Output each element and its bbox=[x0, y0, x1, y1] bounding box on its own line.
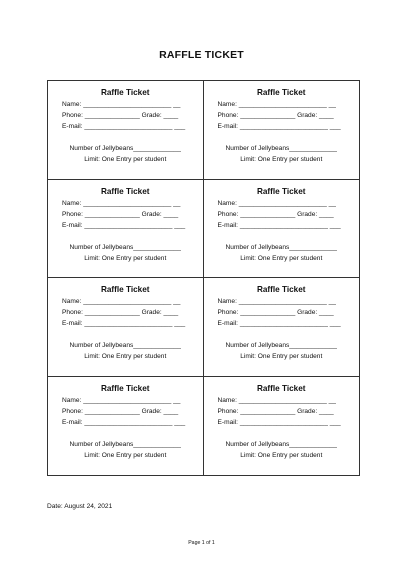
limit-line: Limit: One Entry per student bbox=[84, 156, 167, 163]
email-line: E-mail: ________________________ ___ bbox=[62, 123, 186, 130]
ticket-title: Raffle Ticket bbox=[256, 186, 306, 196]
email-line: E-mail: ________________________ ___ bbox=[217, 123, 341, 130]
phone-grade-line: Phone: _______________ Grade: ____ bbox=[62, 210, 179, 218]
email-line: E-mail: ________________________ ___ bbox=[62, 320, 186, 327]
email-line: E-mail: ________________________ ___ bbox=[217, 418, 341, 426]
limit-line: Limit: One Entry per student bbox=[240, 156, 323, 163]
limit-line: Limit: One Entry per student bbox=[240, 451, 323, 459]
jellybeans-line: Number of Jellybeans_____________ bbox=[69, 243, 181, 251]
raffle-ticket bbox=[48, 377, 204, 476]
ticket-title: Raffle Ticket bbox=[256, 88, 306, 97]
raffle-ticket bbox=[204, 377, 360, 476]
name-line: Name: ________________________ __ bbox=[62, 396, 181, 404]
name-line: Name: ________________________ __ bbox=[62, 298, 181, 305]
phone-grade-line: Phone: _______________ Grade: ____ bbox=[217, 407, 334, 415]
ticket-title: Raffle Ticket bbox=[100, 285, 150, 294]
name-line: Name: ________________________ __ bbox=[62, 101, 181, 108]
ticket-title: Raffle Ticket bbox=[256, 383, 306, 393]
phone-grade-line: Phone: _______________ Grade: ____ bbox=[62, 112, 179, 119]
page-title: RAFFLE TICKET bbox=[159, 49, 244, 61]
document-date: Date: August 24, 2021 bbox=[47, 503, 113, 510]
email-line: E-mail: ________________________ ___ bbox=[62, 221, 186, 229]
phone-grade-line: Phone: _______________ Grade: ____ bbox=[217, 112, 334, 119]
ticket-title: Raffle Ticket bbox=[100, 383, 150, 393]
jellybeans-line: Number of Jellybeans_____________ bbox=[69, 342, 181, 349]
email-line: E-mail: ________________________ ___ bbox=[62, 418, 186, 426]
name-line: Name: ________________________ __ bbox=[217, 396, 336, 404]
raffle-ticket bbox=[48, 180, 204, 279]
name-line: Name: ________________________ __ bbox=[62, 199, 181, 207]
limit-line: Limit: One Entry per student bbox=[240, 353, 323, 360]
raffle-ticket bbox=[48, 278, 204, 377]
jellybeans-line: Number of Jellybeans_____________ bbox=[225, 145, 337, 152]
limit-line: Limit: One Entry per student bbox=[84, 353, 167, 360]
jellybeans-line: Number of Jellybeans_____________ bbox=[225, 440, 337, 448]
jellybeans-line: Number of Jellybeans_____________ bbox=[69, 440, 181, 448]
ticket-grid bbox=[47, 80, 360, 476]
ticket-title: Raffle Ticket bbox=[100, 186, 150, 196]
limit-line: Limit: One Entry per student bbox=[84, 254, 167, 262]
name-line: Name: ________________________ __ bbox=[217, 298, 336, 305]
ticket-title: Raffle Ticket bbox=[256, 285, 306, 294]
raffle-ticket bbox=[204, 180, 360, 279]
jellybeans-line: Number of Jellybeans_____________ bbox=[69, 145, 181, 152]
name-line: Name: ________________________ __ bbox=[217, 101, 336, 108]
jellybeans-line: Number of Jellybeans_____________ bbox=[225, 342, 337, 349]
email-line: E-mail: ________________________ ___ bbox=[217, 320, 341, 327]
limit-line: Limit: One Entry per student bbox=[84, 451, 167, 459]
email-line: E-mail: ________________________ ___ bbox=[217, 221, 341, 229]
phone-grade-line: Phone: _______________ Grade: ____ bbox=[62, 407, 179, 415]
jellybeans-line: Number of Jellybeans_____________ bbox=[225, 243, 337, 251]
phone-grade-line: Phone: _______________ Grade: ____ bbox=[62, 309, 179, 316]
ticket-title: Raffle Ticket bbox=[100, 88, 150, 97]
limit-line: Limit: One Entry per student bbox=[240, 254, 323, 262]
phone-grade-line: Phone: _______________ Grade: ____ bbox=[217, 309, 334, 316]
raffle-ticket bbox=[48, 81, 204, 180]
phone-grade-line: Phone: _______________ Grade: ____ bbox=[217, 210, 334, 218]
raffle-ticket bbox=[204, 81, 360, 180]
name-line: Name: ________________________ __ bbox=[217, 199, 336, 207]
page-footer: Page 1 of 1 bbox=[188, 540, 215, 546]
raffle-ticket bbox=[204, 278, 360, 377]
